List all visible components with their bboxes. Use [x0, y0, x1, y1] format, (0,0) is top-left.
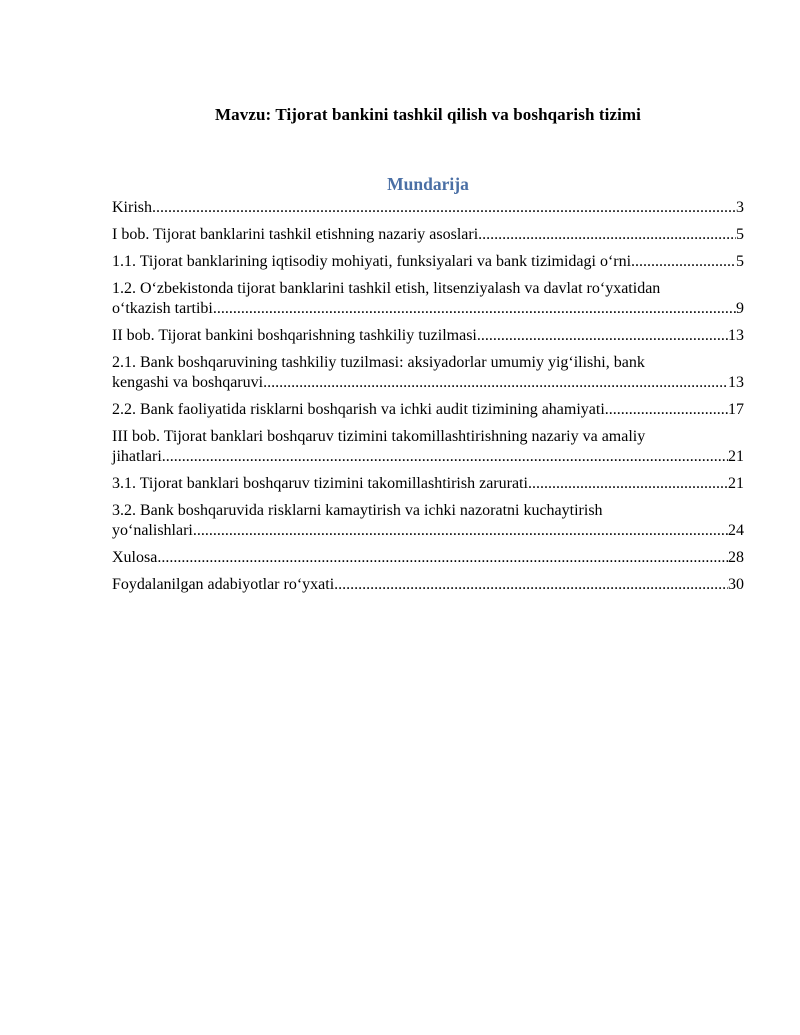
toc-entry[interactable]	[112, 575, 744, 595]
dot-leader	[162, 447, 728, 467]
toc-entry-text: 3.2. Bank boshqaruvida risklarni kamaytirish va ichki nazoratni kuchaytirish	[112, 502, 603, 519]
toc-entry-text: jihatlari	[112, 448, 162, 465]
toc-entry-text: I bob. Tijorat banklarini tashkil etishning nazariy asoslari	[112, 226, 479, 243]
toc-entry-text: 3.1. Tijorat banklari boshqaruv tizimini takomillashtirish zarurati	[112, 475, 528, 492]
toc-entry[interactable]	[112, 400, 744, 420]
toc-entry-text: Kirish	[112, 199, 152, 216]
dot-leader	[193, 521, 728, 541]
dot-leader	[152, 198, 736, 218]
toc-entry[interactable]	[112, 427, 744, 467]
toc-entry-text: II bob. Tijorat bankini boshqarishning tashkiliy tuzilmasi	[112, 327, 477, 344]
dot-leader	[605, 400, 728, 420]
toc-entry-text: Xulosa	[112, 549, 158, 566]
toc-page-number: 28	[728, 549, 744, 566]
toc-page-number: 5	[736, 226, 744, 243]
toc-entry-text: kengashi va boshqaruvi	[112, 374, 264, 391]
toc-entry[interactable]	[112, 279, 744, 319]
dot-leader	[157, 548, 728, 568]
toc-page-number: 9	[736, 300, 744, 317]
toc-entry[interactable]	[112, 326, 744, 346]
toc-entry[interactable]	[112, 474, 744, 494]
table-of-contents	[112, 198, 744, 602]
document-title: Mavzu: Tijorat bankini tashkil qilish va boshqarish tizimi	[214, 105, 642, 124]
toc-entry-text: 2.1. Bank boshqaruvining tashkiliy tuzilmasi: aksiyadorlar umumiy yig‘ilishi, bank	[112, 354, 645, 371]
toc-entry-text: yo‘nalishlari	[112, 522, 193, 539]
dot-leader	[477, 326, 728, 346]
toc-entry[interactable]	[112, 225, 744, 245]
toc-entry-text: 1.1. Tijorat banklarining iqtisodiy mohiyati, funksiyalari va bank tizimidagi o‘rni	[112, 253, 632, 270]
toc-page-number: 24	[728, 522, 744, 539]
toc-entry[interactable]	[112, 548, 744, 568]
toc-entry[interactable]	[112, 198, 744, 218]
dot-leader	[213, 299, 736, 319]
toc-entry[interactable]	[112, 252, 744, 272]
toc-page-number: 21	[728, 448, 744, 465]
toc-page-number: 13	[728, 374, 744, 391]
dot-leader	[631, 252, 736, 272]
toc-entry[interactable]	[112, 501, 744, 541]
toc-page-number: 17	[728, 401, 744, 418]
toc-page-number: 13	[728, 327, 744, 344]
toc-entry-text: 1.2. O‘zbekistonda tijorat banklarini tashkil etish, litsenziyalash va davlat ro‘yxatidan	[112, 280, 661, 297]
dot-leader	[528, 474, 728, 494]
toc-entry[interactable]	[112, 353, 744, 393]
toc-page-number: 30	[728, 576, 744, 593]
toc-page-number: 5	[736, 253, 744, 270]
dot-leader	[334, 575, 728, 595]
toc-entry-text: 2.2. Bank faoliyatida risklarni boshqarish va ichki audit tizimining ahamiyati	[112, 401, 605, 418]
dot-leader	[263, 373, 728, 393]
toc-entry-text: o‘tkazish tartibi	[112, 300, 213, 317]
toc-heading: Mundarija	[387, 174, 469, 194]
toc-page-number: 21	[728, 475, 744, 492]
toc-page-number: 3	[736, 199, 744, 216]
toc-entry-text: Foydalanilgan adabiyotlar ro‘yxati	[112, 576, 335, 593]
dot-leader	[478, 225, 736, 245]
toc-entry-text: III bob. Tijorat banklari boshqaruv tizimini takomillashtirishning nazariy va amaliy	[112, 428, 646, 445]
